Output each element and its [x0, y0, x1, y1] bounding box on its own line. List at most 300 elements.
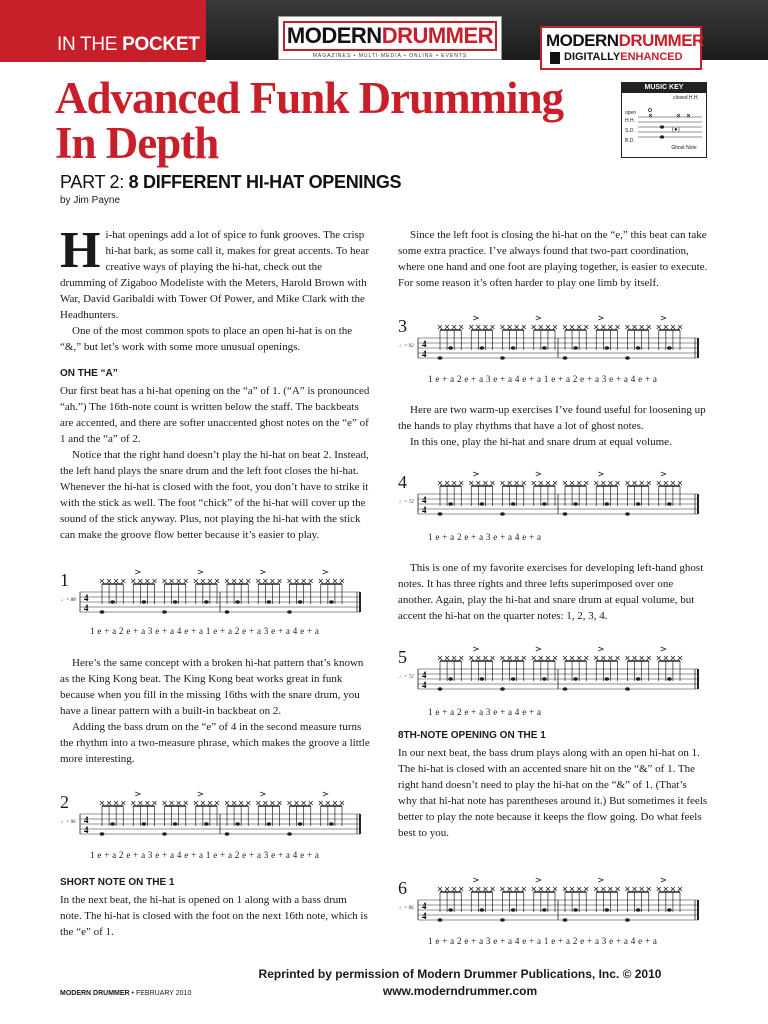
- snare-note: [448, 908, 453, 912]
- accent-mark: [135, 570, 140, 574]
- hihat-note: [577, 656, 581, 660]
- accent-mark: [473, 878, 478, 882]
- example-4-count: 1 e + a 2 e + a 3 e + a 4 e + a: [428, 532, 542, 542]
- hihat-note: [601, 481, 605, 485]
- hihat-note: [270, 579, 274, 583]
- eighth-note-paragraph: In our next beat, the bass drum plays along with an open hi-hat on 1. The hi-hat is closed with an accented snare hit on the “&” of 1. The right hand doesn’t need to play the hi-hat on the “&” of 1. (That’s why that hi-hat note has parentheses around it.) But sometimes it feels better to play the note because it keeps the flow going. Do what feels best to you.: [398, 747, 708, 839]
- section-badge: [0, 0, 206, 62]
- king-kong-paragraph-1: Here’s the same concept with a broken hi-hat pattern that’s known as the King Kong beat. The King Kong beat works great in funk because when you fill in the missing 16ths with the snare drum, you have a linear pattern with a built-in backbeat on 2.: [60, 657, 364, 717]
- bass-note: [563, 356, 568, 360]
- hihat-note: [319, 579, 323, 583]
- hihat-note: [515, 481, 519, 485]
- hihat-note: [278, 801, 282, 805]
- time-signature: 4: [422, 505, 427, 515]
- snare-note: [448, 677, 453, 681]
- logo-tagline: MAGAZINES • MULTI-MEDIA • ONLINE • EVENTS: [312, 53, 468, 59]
- hihat-note: [616, 887, 620, 891]
- credit-line-1: Reprinted by permission of Modern Drummer Publications, Inc. © 2010: [258, 967, 662, 981]
- example-5-count: 1 e + a 2 e + a 3 e + a 4 e + a: [428, 707, 542, 717]
- example-2: [60, 790, 370, 862]
- example-2-number: 2: [60, 792, 69, 812]
- bass-note: [162, 610, 167, 614]
- accent-mark: [598, 647, 603, 651]
- hihat-note: [671, 325, 675, 329]
- accent-mark: [536, 647, 541, 651]
- hihat-note: [616, 325, 620, 329]
- hihat-note: [633, 656, 637, 660]
- hihat-note: [577, 887, 581, 891]
- bass-note: [500, 512, 505, 516]
- hihat-note: [678, 887, 682, 891]
- hihat-note: [626, 325, 630, 329]
- accent-mark: [323, 792, 328, 796]
- left-hand-paragraph: This is one of my favorite exercises for developing left-hand ghost notes. It has three rights and three lefts superimposed over one another. Again, play the hi-hat and snare drum at equal volume, but accent the hi-hat on the quarter notes: 1, 2, 3, 4.: [398, 562, 704, 622]
- hihat-note: [163, 801, 167, 805]
- hihat-note: [584, 481, 588, 485]
- accent-mark: [661, 472, 666, 476]
- time-signature: 4: [422, 901, 427, 911]
- hihat-note: [215, 579, 219, 583]
- music-key-bd: B.D.: [625, 138, 635, 144]
- accent-mark: [661, 647, 666, 651]
- snare-note: [542, 908, 547, 912]
- on-the-a-paragraph-2: Notice that the right hand doesn’t play the hi-hat on beat 2. Instead, the left hand plays the snare drum and the left foot closes the hi-hat. Whenever the hi-hat is closed with the foot, you don’t have to strike it with the stick as well. The foot “chick” of the hi-hat will cover up the sound of the stick anyway. Plus, not playing the hi-hat with the stick can make the groove flow better because it’s easier to play.: [60, 449, 369, 541]
- hihat-note: [601, 325, 605, 329]
- right-column-lefthand: [398, 560, 708, 624]
- hihat-note: [678, 481, 682, 485]
- time-signature: 4: [84, 825, 89, 835]
- hihat-note: [546, 887, 550, 891]
- time-signature: 4: [84, 593, 89, 603]
- time-signature: 4: [422, 339, 427, 349]
- hihat-note: [633, 887, 637, 891]
- digitally-enhanced-logo: [540, 26, 702, 70]
- hihat-note: [232, 801, 236, 805]
- bass-note: [500, 356, 505, 360]
- accent-mark: [323, 570, 328, 574]
- snare-note: [636, 502, 641, 506]
- accent-mark: [536, 878, 541, 882]
- bass-note: [438, 687, 443, 691]
- hihat-note: [100, 801, 104, 805]
- snare-note: [204, 822, 209, 826]
- hihat-note: [459, 656, 463, 660]
- accent-mark: [260, 792, 265, 796]
- snare-note: [329, 600, 334, 604]
- article-title: Advanced Funk Drumming In Depth: [55, 73, 564, 168]
- hihat-note: [501, 325, 505, 329]
- hihat-note: [469, 887, 473, 891]
- hihat-note: [563, 481, 567, 485]
- hihat-note: [640, 325, 644, 329]
- time-signature: 4: [422, 911, 427, 921]
- heading-short-note: SHORT NOTE ON THE 1: [60, 877, 175, 888]
- snare-note: [511, 502, 516, 506]
- snare-note: [141, 822, 146, 826]
- svg-text:(●): (●): [672, 127, 680, 133]
- section-prefix: IN THE: [57, 34, 123, 55]
- hihat-note: [452, 325, 456, 329]
- hihat-note: [170, 579, 174, 583]
- music-key-hh: H.H.: [625, 118, 635, 124]
- foot-paragraph: Since the left foot is closing the hi-hat on the “e,” this beat can take some extra practice. I’ve always found that two-part coordination, where one hand and one foot are playing together, is easier to execute. For some reason it’s often harder to play one limb by itself.: [398, 229, 708, 289]
- hihat-note: [491, 887, 495, 891]
- hihat-note: [532, 656, 536, 660]
- snare-note: [298, 822, 303, 826]
- bass-note: [438, 918, 443, 922]
- hihat-note: [208, 801, 212, 805]
- snare-note: [636, 677, 641, 681]
- snare-note: [604, 502, 609, 506]
- dropcap: H: [60, 222, 101, 279]
- hihat-note: [515, 325, 519, 329]
- example-2-tempo: ♩= 96: [61, 820, 76, 825]
- hihat-note: [256, 801, 260, 805]
- snare-note: [667, 502, 672, 506]
- warmup-paragraph-1: Here are two warm-up exercises I’ve found useful for loosening up the hands to play rhythms that have a lot of ghost notes.: [398, 404, 706, 432]
- article-subtitle: [60, 172, 401, 193]
- hihat-note: [163, 579, 167, 583]
- music-key-ghost: Ghost Note: [671, 145, 697, 151]
- snare-note: [604, 346, 609, 350]
- example-6-staff: [398, 876, 708, 936]
- hihat-note: [616, 481, 620, 485]
- time-signature: 4: [84, 815, 89, 825]
- hihat-note: [594, 325, 598, 329]
- snare-note: [667, 346, 672, 350]
- hihat-note: [522, 656, 526, 660]
- hihat-note: [671, 656, 675, 660]
- reprint-credit: [200, 966, 720, 1000]
- intro-paragraph-2: One of the most common spots to place an open hi-hat is on the “&,” but let’s work with some more unusual openings.: [60, 325, 353, 353]
- hihat-note: [201, 579, 205, 583]
- example-2-count: 1 e + a 2 e + a 3 e + a 4 e + a 1 e + a 2 e + a 3 e + a 4 e + a: [90, 850, 320, 860]
- snare-note: [173, 822, 178, 826]
- example-5-tempo: ♩= 72: [399, 675, 414, 680]
- hihat-note: [459, 325, 463, 329]
- hihat-note: [239, 801, 243, 805]
- bass-note: [100, 610, 105, 614]
- hihat-note: [100, 579, 104, 583]
- hihat-note: [225, 801, 229, 805]
- hihat-note: [522, 887, 526, 891]
- example-2-staff: [60, 790, 370, 850]
- accent-mark: [473, 316, 478, 320]
- hihat-note: [194, 801, 198, 805]
- hihat-note: [177, 801, 181, 805]
- example-3-number: 3: [398, 316, 407, 336]
- hihat-note: [452, 481, 456, 485]
- hihat-note: [532, 887, 536, 891]
- snare-note: [298, 600, 303, 604]
- hihat-note: [570, 887, 574, 891]
- snare-note: [141, 600, 146, 604]
- hihat-note: [295, 801, 299, 805]
- hihat-note: [225, 579, 229, 583]
- modern-drummer-logo: [278, 16, 502, 60]
- snare-note: [542, 346, 547, 350]
- hihat-note: [553, 325, 557, 329]
- hihat-note: [626, 481, 630, 485]
- hihat-note: [483, 656, 487, 660]
- heading-on-the-a: ON THE “A”: [60, 368, 118, 379]
- hihat-note: [539, 325, 543, 329]
- bass-note: [625, 512, 630, 516]
- snare-note: [511, 677, 516, 681]
- snare-note: [636, 346, 641, 350]
- hihat-note: [107, 579, 111, 583]
- hihat-note: [469, 325, 473, 329]
- accent-mark: [598, 472, 603, 476]
- example-1-count: 1 e + a 2 e + a 3 e + a 4 e + a 1 e + a 2 e + a 3 e + a 4 e + a: [90, 626, 320, 636]
- hihat-note: [201, 801, 205, 805]
- hihat-note: [138, 579, 142, 583]
- hihat-note: [584, 656, 588, 660]
- hihat-note: [153, 801, 157, 805]
- hihat-note: [295, 579, 299, 583]
- play-icon: [550, 52, 560, 64]
- time-signature: 4: [422, 495, 427, 505]
- hihat-note: [633, 481, 637, 485]
- footer-magazine: MODERN DRUMMER: [60, 990, 130, 997]
- hihat-note: [114, 801, 118, 805]
- accent-mark: [598, 316, 603, 320]
- accent-mark: [661, 316, 666, 320]
- hihat-note: [491, 481, 495, 485]
- hihat-note: [170, 801, 174, 805]
- accent-mark: [536, 472, 541, 476]
- snare-note: [479, 502, 484, 506]
- example-3-count: 1 e + a 2 e + a 3 e + a 4 e + a 1 e + a 2 e + a 3 e + a 4 e + a: [428, 374, 658, 384]
- king-kong-paragraph-2: Adding the bass drum on the “e” of 4 in the second measure turns the rhythm into a two-measure phrase, which makes the groove a little more interesting.: [60, 721, 370, 765]
- hihat-note: [145, 579, 149, 583]
- hihat-note: [438, 656, 442, 660]
- snare-note: [636, 908, 641, 912]
- hihat-note: [508, 481, 512, 485]
- hihat-note: [319, 801, 323, 805]
- hihat-note: [184, 579, 188, 583]
- snare-note: [667, 908, 672, 912]
- hihat-note: [145, 801, 149, 805]
- snare-note: [511, 908, 516, 912]
- hihat-note: [445, 656, 449, 660]
- hihat-note: [532, 481, 536, 485]
- hihat-note: [608, 325, 612, 329]
- hihat-note: [452, 656, 456, 660]
- hihat-note: [539, 481, 543, 485]
- snare-note: [667, 677, 672, 681]
- hihat-note: [539, 656, 543, 660]
- hihat-note: [309, 579, 313, 583]
- hihat-note: [657, 887, 661, 891]
- hihat-note: [633, 325, 637, 329]
- hihat-note: [640, 481, 644, 485]
- snare-note: [266, 600, 271, 604]
- hihat-note: [515, 887, 519, 891]
- hihat-note: [438, 481, 442, 485]
- snare-note: [110, 600, 115, 604]
- hihat-note: [594, 481, 598, 485]
- hihat-note: [246, 579, 250, 583]
- hihat-note: [326, 579, 330, 583]
- bass-note: [100, 832, 105, 836]
- hihat-note: [263, 579, 267, 583]
- left-column: [60, 222, 370, 543]
- hihat-note: [445, 481, 449, 485]
- time-signature: 4: [422, 680, 427, 690]
- hihat-note: [491, 656, 495, 660]
- music-key-open: open: [625, 110, 637, 116]
- hihat-note: [577, 481, 581, 485]
- hihat-note: [553, 481, 557, 485]
- hihat-note: [647, 887, 651, 891]
- logo2-word-digitally: DIGITALLY: [564, 51, 621, 63]
- bass-note: [625, 356, 630, 360]
- left-column-middle: [60, 655, 370, 767]
- hihat-note: [340, 801, 344, 805]
- music-key-title: MUSIC KEY: [622, 83, 706, 93]
- example-3: [398, 314, 708, 386]
- footer-issue: • FEBRUARY 2010: [129, 990, 192, 997]
- left-column-bottom: [60, 864, 370, 940]
- hihat-note: [107, 801, 111, 805]
- hihat-note: [577, 325, 581, 329]
- example-3-tempo: ♩= 92: [399, 344, 414, 349]
- snare-note: [448, 346, 453, 350]
- bass-note: [438, 356, 443, 360]
- logo2-word-modern: MODERN: [546, 31, 619, 50]
- logo-word-modern: MODERN: [286, 23, 382, 48]
- snare-note: [479, 677, 484, 681]
- hihat-note: [678, 656, 682, 660]
- hihat-note: [671, 887, 675, 891]
- hihat-note: [647, 656, 651, 660]
- hihat-note: [601, 656, 605, 660]
- hihat-note: [438, 325, 442, 329]
- hihat-note: [239, 579, 243, 583]
- hihat-note: [131, 801, 135, 805]
- hihat-note: [671, 481, 675, 485]
- example-6-number: 6: [398, 878, 407, 898]
- bass-note: [563, 512, 568, 516]
- bass-note: [625, 918, 630, 922]
- snare-note: [235, 822, 240, 826]
- hihat-note: [664, 325, 668, 329]
- credit-url[interactable]: www.moderndrummer.com: [382, 984, 538, 998]
- snare-note: [448, 502, 453, 506]
- snare-note: [542, 502, 547, 506]
- example-3-staff: [398, 314, 708, 374]
- accent-mark: [473, 472, 478, 476]
- music-key-closed-hh: closed H.H.: [673, 95, 699, 101]
- hihat-note: [177, 579, 181, 583]
- bass-note: [625, 687, 630, 691]
- hihat-note: [522, 481, 526, 485]
- snare-note: [573, 502, 578, 506]
- bass-note: [162, 832, 167, 836]
- hihat-note: [594, 656, 598, 660]
- music-key-sd: S.D.: [625, 128, 635, 134]
- bass-note: [563, 687, 568, 691]
- example-5: [398, 645, 708, 720]
- accent-mark: [260, 570, 265, 574]
- hihat-note: [608, 887, 612, 891]
- hihat-note: [483, 887, 487, 891]
- time-signature: 4: [84, 603, 89, 613]
- hihat-note: [459, 887, 463, 891]
- snare-note: [573, 677, 578, 681]
- hihat-note: [678, 325, 682, 329]
- example-4-tempo: ♩= 72: [399, 500, 414, 505]
- snare-note: [266, 822, 271, 826]
- accent-mark: [198, 570, 203, 574]
- hihat-note: [563, 656, 567, 660]
- hihat-note: [469, 656, 473, 660]
- snare-note: [235, 600, 240, 604]
- example-4: [398, 470, 708, 545]
- snare-note: [479, 346, 484, 350]
- example-1-number: 1: [60, 570, 69, 590]
- hihat-note: [608, 656, 612, 660]
- hihat-note: [302, 801, 306, 805]
- hihat-note: [114, 579, 118, 583]
- hihat-note: [563, 325, 567, 329]
- snare-note: [604, 908, 609, 912]
- accent-mark: [198, 792, 203, 796]
- part-label: PART 2:: [60, 172, 129, 192]
- snare-note: [604, 677, 609, 681]
- accent-mark: [598, 878, 603, 882]
- example-6-tempo: ♩= 96: [399, 906, 414, 911]
- hihat-note: [340, 579, 344, 583]
- hihat-note: [326, 801, 330, 805]
- hihat-note: [476, 481, 480, 485]
- hihat-note: [508, 325, 512, 329]
- hihat-note: [208, 579, 212, 583]
- byline: by Jim Payne: [60, 195, 121, 206]
- bass-note: [500, 687, 505, 691]
- hihat-note: [445, 325, 449, 329]
- hihat-note: [452, 887, 456, 891]
- time-signature: 4: [422, 670, 427, 680]
- hihat-note: [232, 579, 236, 583]
- logo-word-drummer: DRUMMER: [381, 23, 494, 48]
- hihat-note: [570, 325, 574, 329]
- hihat-note: [184, 801, 188, 805]
- hihat-note: [647, 325, 651, 329]
- subtitle-text: 8 DIFFERENT HI-HAT OPENINGS: [128, 172, 402, 192]
- hihat-note: [570, 481, 574, 485]
- hihat-note: [664, 481, 668, 485]
- hihat-note: [469, 481, 473, 485]
- right-column-warmup: [398, 402, 708, 450]
- hihat-note: [121, 579, 125, 583]
- hihat-note: [626, 887, 630, 891]
- example-1-staff: [60, 568, 370, 628]
- bass-note: [225, 610, 230, 614]
- snare-note: [542, 677, 547, 681]
- short-note-paragraph: In the next beat, the hi-hat is opened on 1 along with a bass drum note. The hi-hat is closed with the foot on the next 16th note, which is the “e” of 1.: [60, 894, 368, 938]
- hihat-note: [278, 579, 282, 583]
- hihat-note: [657, 325, 661, 329]
- hihat-note: [608, 481, 612, 485]
- hihat-note: [508, 656, 512, 660]
- logo2-word-drummer: DRUMMER: [618, 31, 704, 50]
- hihat-note: [584, 887, 588, 891]
- hihat-note: [539, 887, 543, 891]
- hihat-note: [309, 801, 313, 805]
- music-key: [621, 82, 707, 158]
